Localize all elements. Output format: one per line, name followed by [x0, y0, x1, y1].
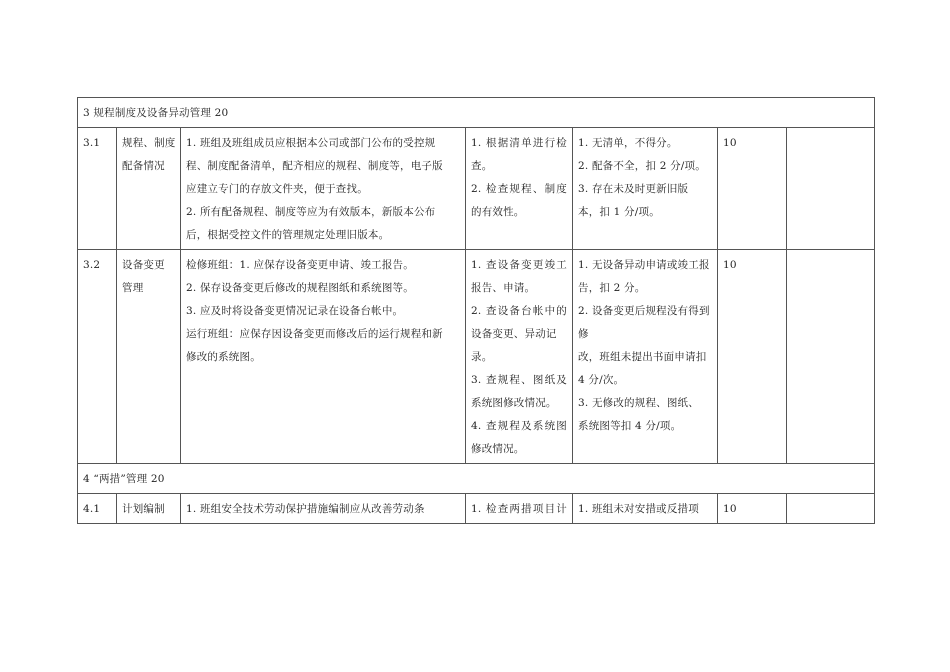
requirement-cell-line: 后，根据受控文件的管理规定处理旧版本。 — [186, 229, 390, 241]
extra-cell — [787, 250, 875, 464]
requirement-cell — [181, 128, 466, 250]
method-cell-line: 系统图修改情况。 — [471, 397, 557, 409]
method-cell-line: 1. 根据清单进行检 — [471, 137, 567, 149]
requirement-cell-line: 2. 所有配备规程、制度等应为有效版本，新版本公布 — [186, 206, 436, 218]
method-cell — [466, 494, 573, 524]
method-cell-line: 1. 查设备变更竣工 — [471, 259, 567, 271]
method-cell-line: 设备变更、异动记 — [471, 328, 557, 340]
method-cell-line: 修改情况。 — [471, 443, 525, 455]
section-title: 4 “两措”管理 20 — [78, 464, 875, 494]
item-name — [117, 494, 181, 524]
method-cell-line: 1. 检查两措项目计 — [471, 503, 567, 515]
method-cell-line: 查。 — [471, 160, 493, 172]
deduction-cell-line: 1. 无清单，不得分。 — [578, 137, 678, 149]
method-cell-line: 的有效性。 — [471, 206, 525, 218]
requirement-cell — [181, 494, 466, 524]
table-row — [78, 250, 875, 464]
deduction-cell — [573, 494, 718, 524]
item-number: 3.1 — [78, 128, 117, 250]
item-name-line: 规程、制度 — [122, 137, 176, 149]
method-cell-line: 4. 查规程及系统图 — [471, 420, 567, 432]
deduction-cell-line: 1. 班组未对安措或反措项 — [578, 503, 699, 515]
deduction-cell-line: 修 — [578, 328, 589, 340]
table-row — [78, 494, 875, 524]
item-name — [117, 128, 181, 250]
deduction-cell-line: 2. 配备不全，扣 2 分/项。 — [578, 160, 706, 172]
method-cell — [466, 250, 573, 464]
item-name-line: 管理 — [122, 282, 144, 294]
score-cell: 10 — [718, 494, 787, 524]
score-cell: 10 — [718, 250, 787, 464]
extra-cell — [787, 128, 875, 250]
method-cell-line: 3. 查规程、图纸及 — [471, 374, 567, 386]
requirement-cell-line: 3. 应及时将设备变更情况记录在设备台帐中。 — [186, 305, 404, 317]
deduction-cell-line: 3. 存在未及时更新旧版 — [578, 183, 689, 195]
item-name-line: 配备情况 — [122, 160, 165, 172]
requirement-cell-line: 运行班组：应保存因设备变更而修改后的运行规程和新 — [186, 328, 443, 340]
requirement-cell-line: 检修班组：1. 应保存设备变更申请、竣工报告。 — [186, 259, 414, 271]
method-cell-line: 2. 查设备台帐中的 — [471, 305, 567, 317]
item-number: 3.2 — [78, 250, 117, 464]
method-cell-line: 报告、申请。 — [471, 282, 536, 294]
deduction-cell-line: 改，班组未提出书面申请扣 — [578, 351, 707, 363]
requirement-cell-line: 程、制度配备清单，配齐相应的规程、制度等，电子版 — [186, 160, 443, 172]
score-cell: 10 — [718, 128, 787, 250]
method-cell — [466, 128, 573, 250]
requirement-cell-line: 1. 班组安全技术劳动保护措施编制应从改善劳动条 — [186, 503, 425, 515]
deduction-cell-line: 2. 设备变更后规程没有得到 — [578, 305, 710, 317]
method-cell-line: 2. 检查规程、制度 — [471, 183, 567, 195]
requirement-cell — [181, 250, 466, 464]
requirement-cell-line: 修改的系统图。 — [186, 351, 261, 363]
deduction-cell — [573, 128, 718, 250]
requirement-cell-line: 2. 保存设备变更后修改的规程图纸和系统图等。 — [186, 282, 414, 294]
item-name-line: 设备变更 — [122, 259, 165, 271]
table-row — [78, 128, 875, 250]
method-cell-line: 录。 — [471, 351, 493, 363]
assessment-table — [77, 97, 875, 524]
deduction-cell — [573, 250, 718, 464]
requirement-cell-line: 1. 班组及班组成员应根据本公司或部门公布的受控规 — [186, 137, 436, 149]
section-header-row — [78, 98, 875, 128]
deduction-cell-line: 本，扣 1 分/项。 — [578, 206, 660, 218]
deduction-cell-line: 3. 无修改的规程、图纸、 — [578, 397, 699, 409]
deduction-cell-line: 告，扣 2 分。 — [578, 282, 646, 294]
section-header-row — [78, 464, 875, 494]
item-name — [117, 250, 181, 464]
requirement-cell-line: 应建立专门的存放文件夹，便于查找。 — [186, 183, 368, 195]
item-number: 4.1 — [78, 494, 117, 524]
section-title: 3 规程制度及设备异动管理 20 — [78, 98, 875, 128]
deduction-cell-line: 1. 无设备异动申请或竣工报 — [578, 259, 710, 271]
extra-cell — [787, 494, 875, 524]
item-name-line: 计划编制 — [122, 503, 165, 515]
deduction-cell-line: 系统图等扣 4 分/项。 — [578, 420, 682, 432]
deduction-cell-line: 4 分/次。 — [578, 374, 625, 386]
